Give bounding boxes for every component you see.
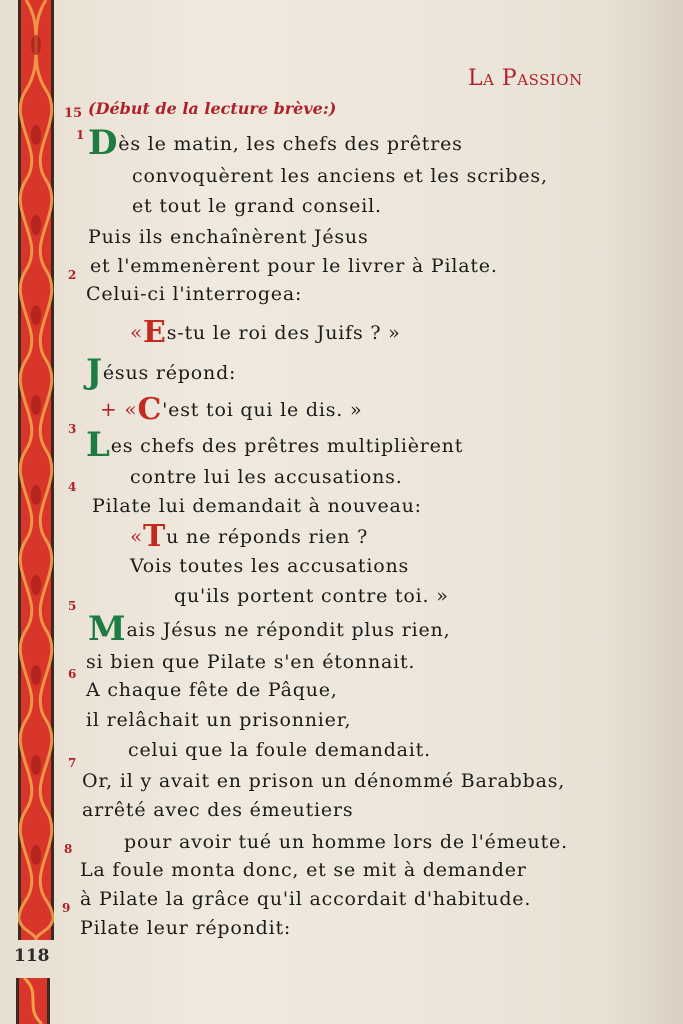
verse-number: 6	[68, 667, 77, 681]
text-line: Dès le matin, les chefs des prêtres	[88, 123, 463, 163]
text-line: qu'ils portent contre toi. »	[174, 585, 449, 607]
text-line: et l'emmenèrent pour le livrer à Pilate.	[90, 255, 498, 277]
illuminated-initial: E	[143, 315, 167, 350]
running-title: La Passion	[468, 66, 583, 91]
text-line: il relâchait un prisonnier,	[86, 709, 352, 731]
text-line: Jésus répond:	[86, 352, 237, 392]
text-line: Or, il y avait en prison un dénommé Barabbas,	[82, 770, 566, 792]
text-line: pour avoir tué un homme lors de l'émeute.	[124, 831, 568, 853]
text-line: Pilate lui demandait à nouveau:	[92, 495, 422, 517]
verse-number: 2	[68, 268, 77, 282]
illuminated-border-fragment	[16, 978, 50, 1024]
text-line: La foule monta donc, et se mit à demander	[80, 859, 527, 881]
text-line: Celui-ci l'interrogea:	[86, 283, 303, 305]
text-line: Puis ils enchaînèrent Jésus	[88, 226, 369, 248]
text-line: + «C'est toi qui le dis. »	[100, 392, 363, 427]
illuminated-initial: C	[137, 392, 163, 427]
illuminated-initial: L	[86, 425, 111, 465]
illuminated-initial: T	[143, 519, 167, 554]
text-line: contre lui les accusations.	[130, 466, 403, 488]
verse-number: 1	[76, 128, 85, 142]
text-line: celui que la foule demandait.	[128, 739, 431, 761]
text-line: à Pilate la grâce qu'il accordait d'habitude.	[80, 888, 532, 910]
text-line: arrêté avec des émeutiers	[82, 799, 354, 821]
illuminated-border	[18, 0, 54, 940]
page-gutter-shadow	[613, 0, 683, 1024]
verse-number: 3	[68, 422, 77, 436]
verse-number: 9	[62, 901, 71, 915]
verse-number: 4	[68, 480, 77, 494]
verse-number: 7	[68, 756, 77, 770]
rubric-number: 15	[64, 106, 83, 121]
illuminated-initial: M	[88, 609, 127, 649]
text-line: convoquèrent les anciens et les scribes,	[132, 165, 548, 187]
cross-icon: +	[100, 397, 118, 421]
text-line: Vois toutes les accusations	[130, 555, 410, 577]
verse-number: 8	[64, 842, 73, 856]
page-number: 118	[14, 946, 50, 966]
verse-number: 5	[68, 599, 77, 613]
text-line: si bien que Pilate s'en étonnait.	[86, 651, 416, 673]
text-line: Les chefs des prêtres multiplièrent	[86, 425, 464, 465]
text-line: et tout le grand conseil.	[132, 195, 382, 217]
text-line: Pilate leur répondit:	[80, 917, 292, 939]
text-line: Mais Jésus ne répondit plus rien,	[88, 609, 451, 649]
illuminated-initial: J	[86, 352, 103, 392]
text-line: «Tu ne réponds rien ?	[130, 519, 369, 554]
text-line: A chaque fête de Pâque,	[86, 679, 338, 701]
text-line: «Es-tu le roi des Juifs ? »	[130, 315, 401, 350]
illuminated-initial: D	[88, 123, 119, 163]
rubric-heading: (Début de la lecture brève:)	[88, 99, 337, 118]
